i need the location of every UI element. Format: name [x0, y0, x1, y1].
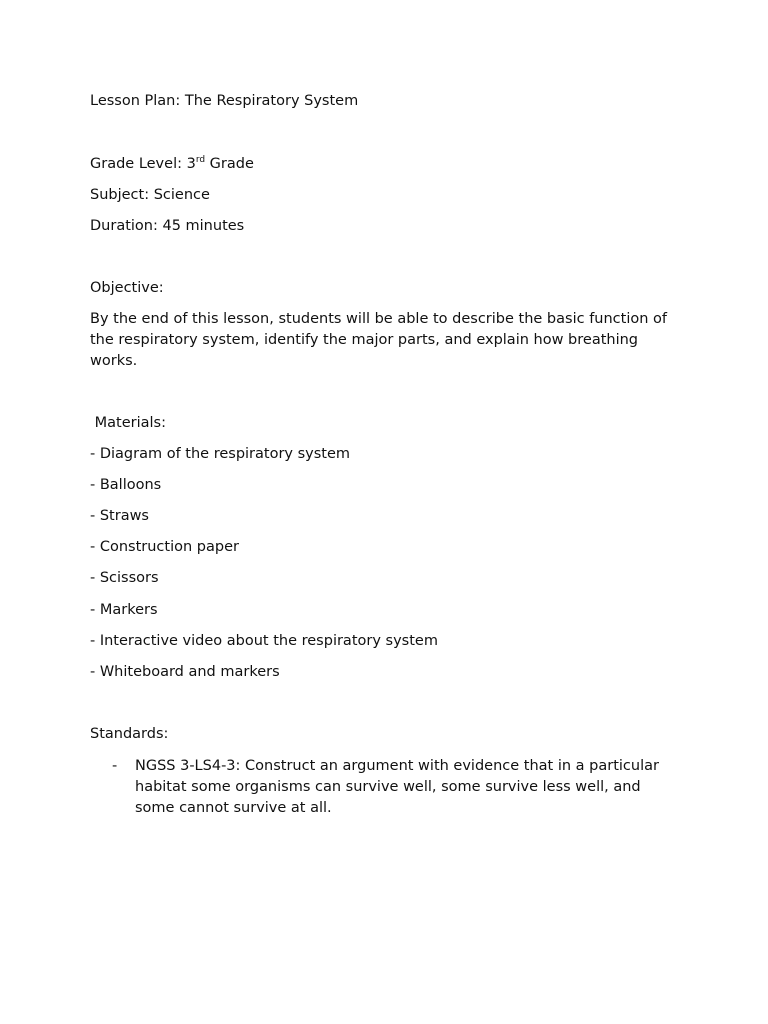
material-item: - Diagram of the respiratory system	[90, 446, 351, 462]
standards-heading: Standards:	[90, 726, 169, 742]
material-item: - Construction paper	[90, 539, 239, 555]
material-item: - Interactive video about the respiratory system	[90, 633, 438, 649]
grade-level-prefix: Grade Level: 3	[90, 156, 196, 172]
standard-bullet: -	[112, 758, 118, 774]
lesson-title: Lesson Plan: The Respiratory System	[90, 93, 359, 109]
objective-heading: Objective:	[90, 280, 164, 296]
material-item: - Balloons	[90, 477, 162, 493]
subject: Subject: Science	[90, 187, 210, 203]
material-item: - Scissors	[90, 570, 159, 586]
grade-level-suffix: Grade	[205, 156, 254, 172]
materials-heading: Materials:	[90, 415, 166, 431]
grade-level-ordinal: rd	[195, 155, 206, 165]
material-item: - Straws	[90, 508, 149, 524]
material-item: - Whiteboard and markers	[90, 664, 280, 680]
grade-level	[90, 154, 254, 174]
duration: Duration: 45 minutes	[90, 218, 245, 234]
objective-text: By the end of this lesson, students will be able to describe the basic function of the respiratory system, identify the major parts, and explain how breathing works.	[90, 311, 668, 369]
material-item: - Markers	[90, 602, 158, 618]
standard-text: NGSS 3-LS4-3: Construct an argument with evidence that in a particular habitat some organisms can survive well, some survive less well, and some cannot survive at all.	[135, 758, 659, 816]
